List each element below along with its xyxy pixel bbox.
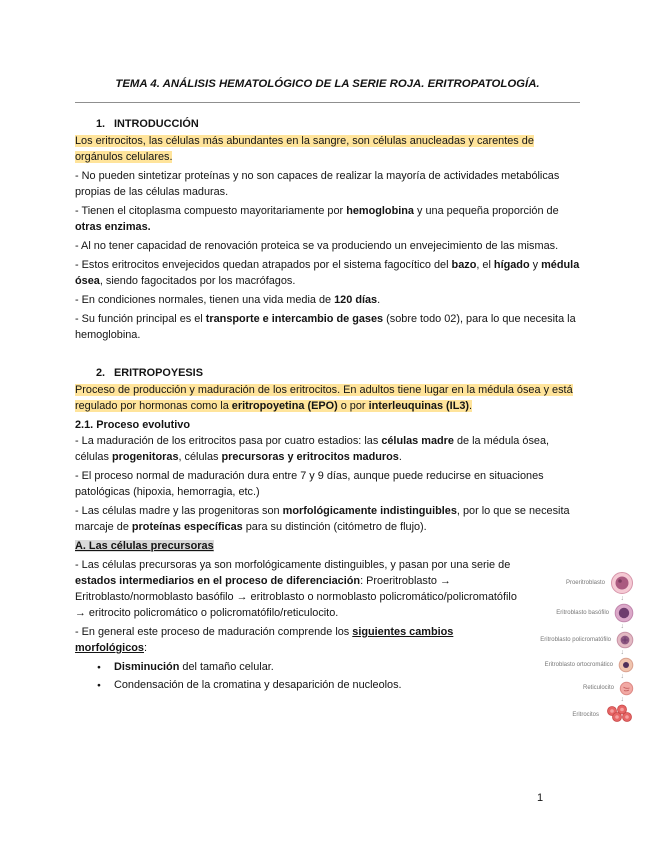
intro-paragraph-4: - Al no tener capacidad de renovación proteica se va produciendo un envejecimiento de las mismas. [75,240,559,252]
figure-label: Eritroblasto basófilo [556,609,609,616]
morphology-changes-list [96,659,527,693]
down-arrow-icon: ↓ [620,673,624,680]
section-1-number: 1. [96,118,106,130]
down-arrow-icon: ↓ [620,623,624,630]
list-item-text: Disminución del tamaño celular. [114,661,274,673]
page-number: 1 [537,792,544,804]
list-item [96,659,527,675]
figure-label: Eritroblasto ortocromático [544,661,613,668]
precursoras-heading: A. Las células precursoras [75,540,214,552]
eritropoyesis-lead-paragraph: Proceso de producción y maduración de los eritrocitos. En adultos tiene lugar en la médula ósea y está regulado por hormonas como la eritropoyetina (EPO) o por interleuquinas (IL3). [75,384,573,412]
subsection-2-1-heading: 2.1. Proceso evolutivo [75,419,191,431]
figure-row [528,704,634,726]
proeritroblasto-cell-icon [610,571,634,595]
section-2-heading [75,365,580,381]
figure-row [528,571,634,595]
page-title: TEMA 4. ANÁLISIS HEMATOLÓGICO DE LA SERIE ROJA. ERITROPATOLOGÍA. [115,78,540,90]
intro-paragraph-6: - En condiciones normales, tienen una vida media de 120 días. [75,294,381,306]
precursoras-paragraph-1: - Las células precursoras ya son morfológicamente distinguibles, y pasan por una serie de estados intermediarios en el proceso de diferenciación: Proeritroblasto → Eritroblasto/normoblasto basófilo → eritroblasto o normoblasto policromático/policromatófilo → eritrocito policromático o policromatófilo/reticulocito. [75,559,517,619]
precursoras-section [75,538,527,693]
eritropoyesis-paragraph-1: - La maduración de los eritrocitos pasa por cuatro estadios: las células madre de la médula ósea, células progenitoras, células precursoras y eritrocitos maduros. [75,435,550,463]
precursoras-paragraph-2: - En general este proceso de maduración comprende los siguientes cambios morfológicos: [75,626,454,654]
figure-row [528,603,634,623]
section-1-label: INTRODUCCIÓN [114,118,199,130]
title-divider [75,102,580,103]
section-2-number: 2. [96,367,106,379]
figure-row [528,631,634,649]
down-arrow-icon: ↓ [620,649,624,656]
list-item-text: Condensación de la cromatina y desaparición de nucleolos. [114,679,402,691]
figure-row [528,657,634,673]
down-arrow-icon: ↓ [620,696,624,703]
section-1-heading [75,116,580,132]
erythropoiesis-figure [528,571,634,726]
intro-paragraph-2: - No pueden sintetizar proteínas y no son capaces de realizar la mayoría de actividades metabólicas propias de las células maduras. [75,170,560,198]
figure-label: Proeritroblasto [565,579,605,586]
eritroblasto-policromatofilo-cell-icon [616,631,634,649]
figure-row [528,681,634,696]
down-arrow-icon: ↓ [620,595,624,602]
section-2-label: ERITROPOYESIS [114,367,203,379]
eritropoyesis-paragraph-2: - El proceso normal de maduración dura entre 7 y 9 días, aunque puede reducirse en situaciones patológicas (hipoxia, hemorragia, etc.) [75,470,544,498]
intro-paragraph-1: Los eritrocitos, las células más abundantes en la sangre, son células anucleadas y carentes de orgánulos celulares. [75,135,534,163]
intro-paragraph-3: - Tienen el citoplasma compuesto mayoritariamente por hemoglobina y una pequeña proporción de otras enzimas. [75,205,559,233]
intro-paragraph-7: - Su función principal es el transporte e intercambio de gases (sobre todo 02), para lo que necesita la hemoglobina. [75,313,576,341]
eritropoyesis-paragraph-3: - Las células madre y las progenitoras son morfológicamente indistinguibles, por lo que se necesita marcaje de proteínas específicas para su distinción (citómetro de flujo). [75,505,570,533]
document-content [75,76,580,695]
eritroblasto-ortocromatico-cell-icon [618,657,634,673]
figure-label: Reticulocito [582,685,614,692]
list-item [96,677,527,693]
figure-label: Eritrocitos [572,711,599,718]
reticulocito-cell-icon [619,681,634,696]
intro-paragraph-5: - Estos eritrocitos envejecidos quedan atrapados por el sistema fagocítico del bazo, el hígado y médula ósea, siendo fagocitados por los macrófagos. [75,259,580,287]
figure-label: Eritroblasto policromatófilo [540,636,611,643]
eritrocitos-cluster-icon [604,704,634,726]
eritroblasto-basofilo-cell-icon [614,603,634,623]
